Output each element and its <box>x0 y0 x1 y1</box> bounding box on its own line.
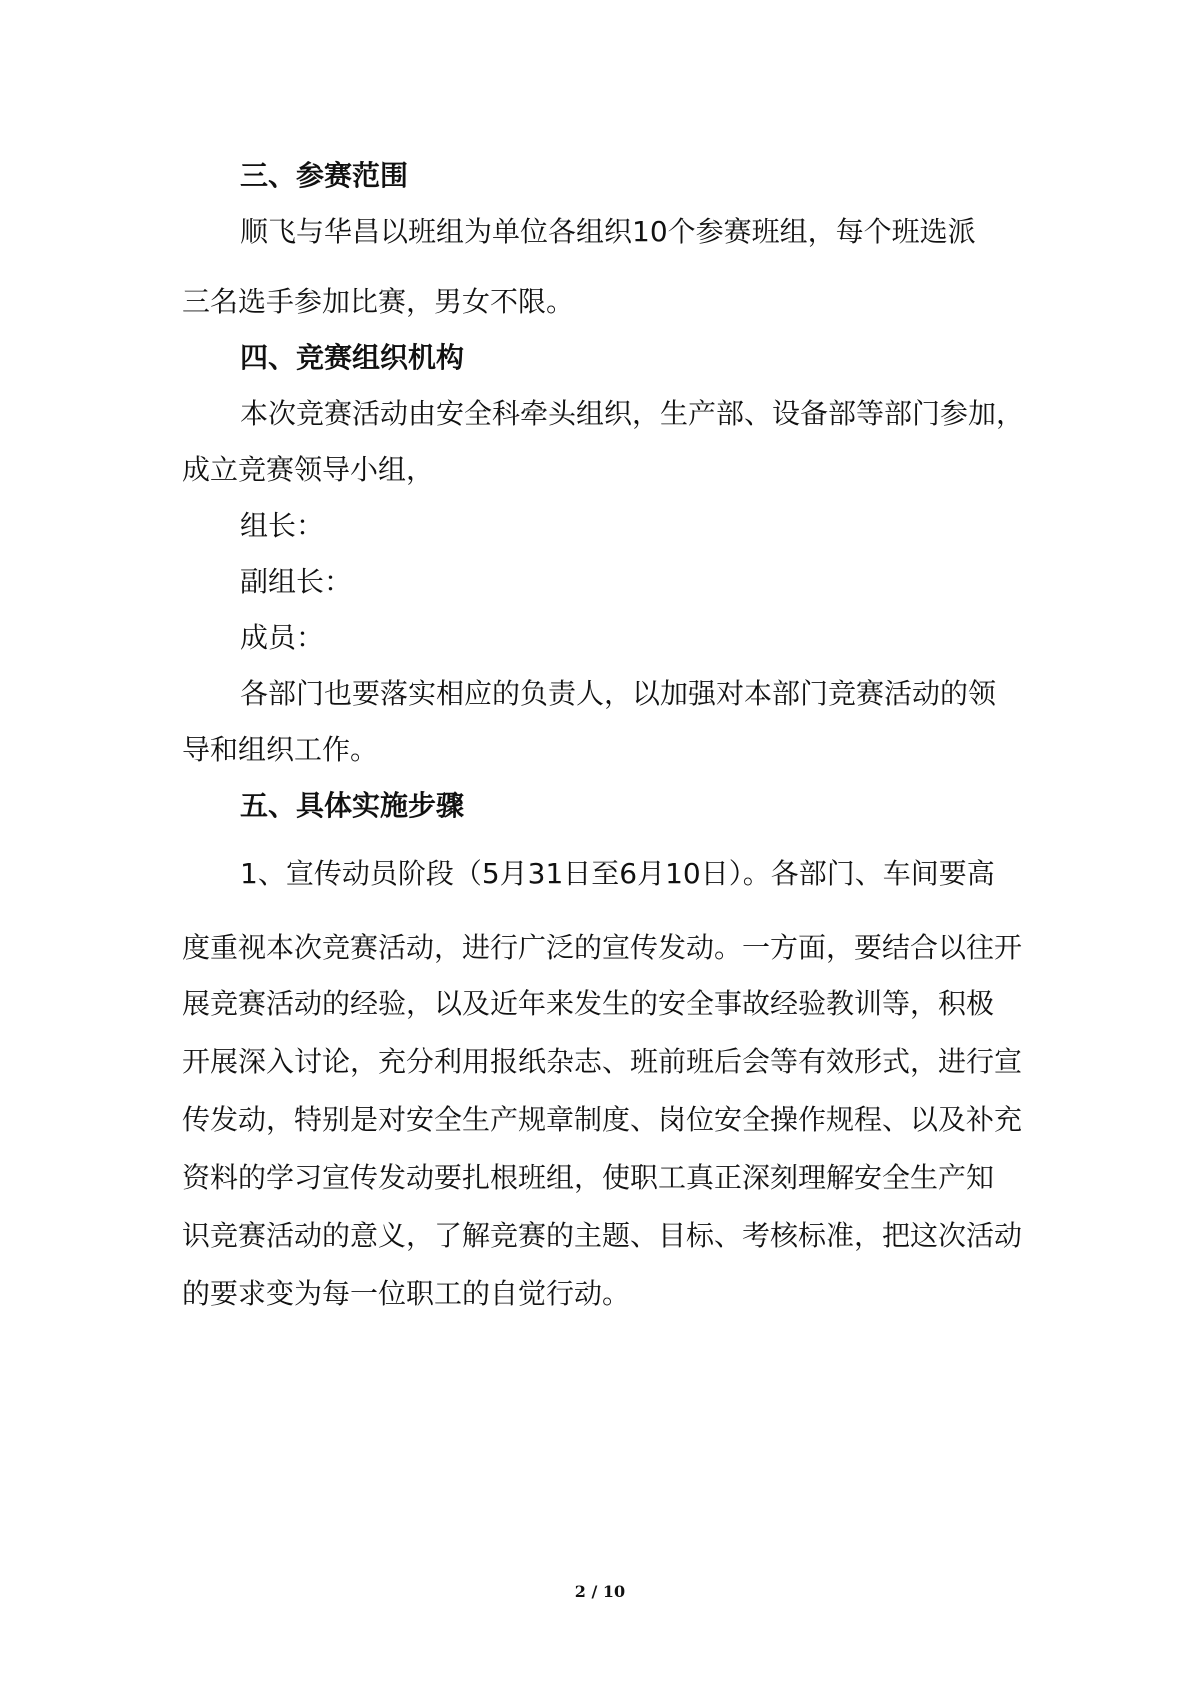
paragraph-line: 1、宣传动员阶段（5月31日至6月10日）。各部门、车间要高 <box>240 857 995 890</box>
deputy-team-leader-label: 副组长： <box>240 565 353 598</box>
paragraph-line: 传发动，特别是对安全生产规章制度、岗位安全操作规程、以及补充 <box>182 1103 1023 1136</box>
paragraph-line: 识竞赛活动的意义，了解竞赛的主题、目标、考核标准，把这次活动 <box>182 1219 1023 1252</box>
paragraph-line: 各部门也要落实相应的负责人，以加强对本部门竞赛活动的领 <box>240 677 997 710</box>
paragraph-line: 三名选手参加比赛，男女不限。 <box>182 285 575 318</box>
section-heading-participation-scope: 三、参赛范围 <box>240 159 409 192</box>
paragraph-line: 度重视本次竞赛活动，进行广泛的宣传发动。一方面，要结合以往开 <box>182 931 1023 964</box>
members-label: 成员： <box>240 621 325 654</box>
section-heading-organization: 四、竞赛组织机构 <box>240 341 465 374</box>
paragraph-line: 展竞赛活动的经验，以及近年来发生的安全事故经验教训等，积极 <box>182 987 995 1020</box>
paragraph-line: 导和组织工作。 <box>182 733 379 766</box>
paragraph-line: 的要求变为每一位职工的自觉行动。 <box>182 1277 631 1310</box>
paragraph-line: 资料的学习宣传发动要扎根班组，使职工真正深刻理解安全生产知 <box>182 1161 995 1194</box>
paragraph-line: 开展深入讨论，充分利用报纸杂志、班前班后会等有效形式，进行宣 <box>182 1045 1023 1078</box>
page-number: 2 / 10 <box>574 1582 626 1601</box>
paragraph-line: 顺飞与华昌以班组为单位各组织10个参赛班组，每个班选派 <box>240 215 976 248</box>
team-leader-label: 组长： <box>240 509 325 542</box>
paragraph-line: 成立竞赛领导小组， <box>182 453 435 486</box>
paragraph-line: 本次竞赛活动由安全科牵头组织，生产部、设备部等部门参加， <box>240 397 1025 430</box>
section-heading-implementation-steps: 五、具体实施步骤 <box>240 789 465 822</box>
